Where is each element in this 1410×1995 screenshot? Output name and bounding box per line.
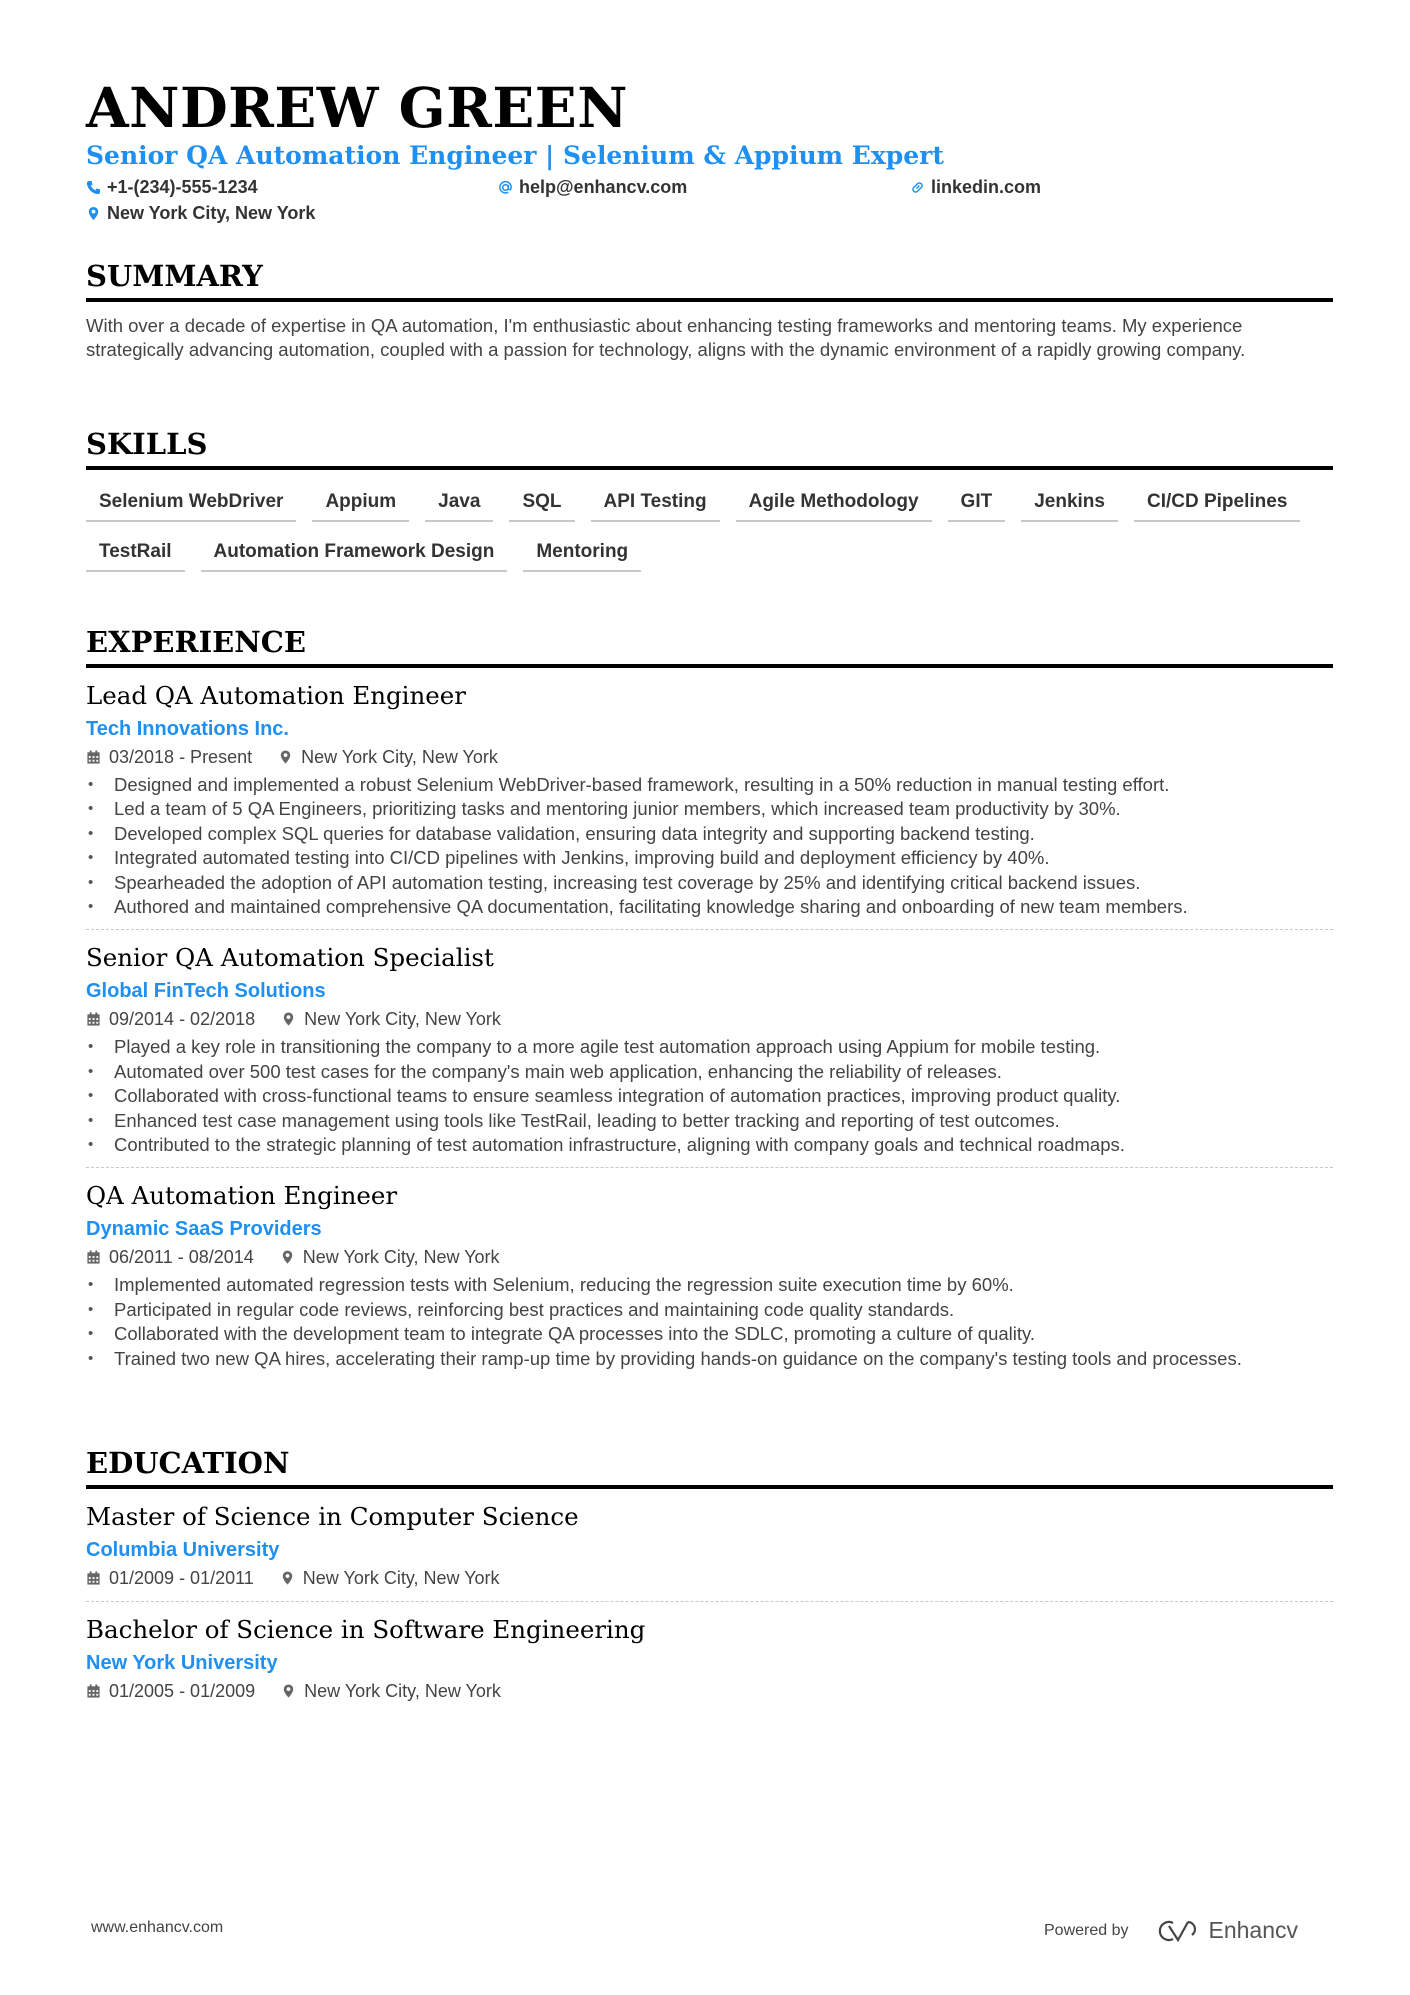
link-icon [910,180,925,195]
date-range [86,1565,254,1591]
enhancv-brand-text: Enhancv [1208,1917,1299,1943]
achievement-item: • Trained two new QA hires, accelerating their ramp-up time by providing hands-on guidance on the company's testing tools and processes. [86,1347,1333,1371]
entry-meta [86,1006,1333,1032]
entry-location [281,1678,501,1704]
location-text: New York City, New York [302,1568,500,1588]
achievement-list [86,1035,1333,1157]
date-text: 01/2009 - 01/2011 [109,1568,254,1588]
entry-location [278,744,498,770]
education-list [86,1499,1333,1704]
location-pin-icon [281,1011,296,1027]
entry-meta [86,1244,1333,1270]
at-icon [498,180,513,195]
job-list [86,678,1333,1371]
skills-section [86,424,1333,572]
skill-tag: Appium [312,484,409,522]
achievement-item: • Implemented automated regression tests with Selenium, reducing the regression suite execution time by 60%. [86,1273,1333,1297]
achievement-item: • Led a team of 5 QA Engineers, prioritizing tasks and mentoring junior members, which increased team productivity by 30%. [86,797,1333,821]
date-range [86,1244,254,1270]
phone-icon [86,180,101,195]
footer-branding [1044,1917,1298,1944]
location-text: New York City, New York [301,747,498,767]
education-section [86,1443,1333,1704]
location-text: New York City, New York [302,1247,500,1268]
calendar-icon [86,749,101,765]
section-heading: EDUCATION [86,1443,1333,1489]
degree: Master of Science in Computer Science [86,1502,579,1531]
company-name: Dynamic SaaS Providers [86,1218,322,1241]
divider [86,1601,1333,1602]
location-text: New York City, New York [304,1681,501,1701]
phone [86,174,258,200]
school-name: New York University [86,1652,278,1674]
company-name: Tech Innovations Inc. [86,718,289,740]
calendar-icon [86,1249,101,1265]
achievement-item: • Played a key role in transitioning the company to a more agile test automation approach using Appium for mobile testing. [86,1035,1333,1059]
skill-tag: Java [425,484,493,522]
location-pin-icon [86,206,101,221]
calendar-icon [86,1683,101,1699]
achievement-item: • Contributed to the strategic planning of test automation infrastructure, aligning with company goals and technical roadmaps. [86,1133,1333,1157]
education-entry [86,1601,1333,1704]
location-pin-icon [280,1570,295,1586]
divider [86,929,1333,930]
contact-info [86,174,1333,226]
summary-text: With over a decade of expertise in QA automation, I'm enthusiastic about enhancing testing frameworks and mentoring teams. My experience strategically advancing automation, coupled with a passion for technology, aligns with the dynamic environment of a rapidly growing company. [86,315,1246,360]
location [86,200,315,226]
location-text: New York City, New York [107,203,316,223]
skill-tag: Selenium WebDriver [86,484,296,522]
skill-tag: Agile Methodology [736,484,932,522]
date-range [86,744,252,770]
powered-by-text: Powered by [1044,1921,1129,1939]
job-entry [86,1167,1333,1371]
job-entry [86,678,1333,919]
entry-meta [86,1565,1333,1591]
job-title: Senior QA Automation Specialist [86,943,494,973]
entry-meta [86,1678,1333,1704]
job-title: Lead QA Automation Engineer [86,681,466,710]
date-text: 01/2005 - 01/2009 [109,1681,256,1701]
achievement-item: • Collaborated with the development team to integrate QA processes into the SDLC, promoting a culture of quality. [86,1322,1333,1346]
location-text: New York City, New York [304,1009,501,1030]
location-pin-icon [280,1249,295,1265]
achievement-item: • Enhanced test case management using tools like TestRail, leading to better tracking and reporting of test outcomes. [86,1109,1333,1133]
achievement-item: • Authored and maintained comprehensive QA documentation, facilitating knowledge sharing and onboarding of new team members. [86,895,1333,919]
section-heading: SKILLS [86,424,1333,470]
calendar-icon [86,1011,101,1027]
skill-tag: Jenkins [1021,484,1118,522]
entry-location [281,1006,501,1032]
achievement-item: • Developed complex SQL queries for database validation, ensuring data integrity and supporting backend testing. [86,822,1333,846]
achievement-list [86,1273,1333,1371]
achievement-list [86,773,1333,919]
linkedin[interactable] [910,174,1041,200]
achievement-item: • Integrated automated testing into CI/CD pipelines with Jenkins, improving build and deployment efficiency by 40%. [86,846,1333,870]
skill-tag: SQL [509,484,574,522]
skills-list [86,484,1333,572]
date-text: 03/2018 - Present [109,747,253,767]
skill-tag: GIT [948,484,1006,522]
calendar-icon [86,1570,101,1586]
section-heading: EXPERIENCE [86,622,1333,668]
entry-meta [86,744,1333,770]
skill-tag: TestRail [86,534,185,572]
achievement-item: • Designed and implemented a robust Selenium WebDriver-based framework, resulting in a 50% reduction in manual testing effort. [86,773,1333,797]
candidate-name: ANDREW GREEN [86,75,628,140]
email-text: help@enhancv.com [519,177,688,197]
summary-section [86,256,1333,362]
date-text: 09/2014 - 02/2018 [109,1009,256,1030]
achievement-item: • Collaborated with cross-functional teams to ensure seamless integration of automation practices, improving product quality. [86,1084,1333,1108]
email[interactable] [498,174,687,200]
enhancv-logo-icon [1155,1918,1201,1944]
degree: Bachelor of Science in Software Engineering [86,1615,646,1644]
candidate-title: Senior QA Automation Engineer | Selenium & Appium Expert [86,141,944,170]
education-entry [86,1499,1333,1591]
achievement-item: • Spearheaded the adoption of API automation testing, increasing test coverage by 25% and identifying critical backend issues. [86,871,1333,895]
entry-location [280,1565,500,1591]
location-pin-icon [281,1683,296,1699]
date-text: 06/2011 - 08/2014 [109,1247,254,1268]
skill-tag: Automation Framework Design [201,534,508,572]
achievement-item: • Automated over 500 test cases for the company's main web application, enhancing the reliability of releases. [86,1060,1333,1084]
entry-location [280,1244,500,1270]
phone-text: +1-(234)-555-1234 [107,177,258,197]
date-range [86,1678,255,1704]
job-title: QA Automation Engineer [86,1181,398,1211]
experience-section [86,622,1333,1371]
school-name: Columbia University [86,1539,280,1561]
achievement-item: • Participated in regular code reviews, reinforcing best practices and maintaining code quality standards. [86,1298,1333,1322]
skill-tag: CI/CD Pipelines [1134,484,1300,522]
skill-tag: Mentoring [523,534,641,572]
date-range [86,1006,255,1032]
location-pin-icon [278,749,293,765]
job-entry [86,929,1333,1157]
link-text: linkedin.com [931,177,1042,197]
company-name: Global FinTech Solutions [86,980,326,1003]
section-heading: SUMMARY [86,256,1333,302]
skill-tag: API Testing [591,484,720,522]
divider [86,1167,1333,1168]
footer-website[interactable]: www.enhancv.com [91,1919,224,1936]
